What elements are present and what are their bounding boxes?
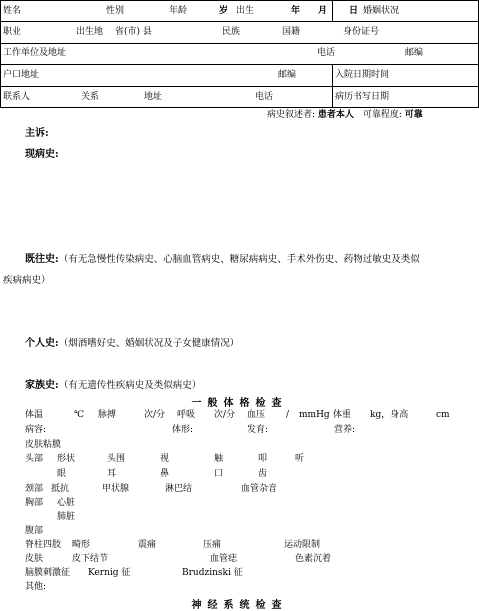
exam-palpate: 触 <box>214 454 224 464</box>
exam-mouth: 口 <box>214 469 224 479</box>
exam-tremor: 震痛 <box>138 540 157 550</box>
form-line-top <box>0 0 479 1</box>
exam-brudzinski-sign: Brudzinski 征 <box>182 568 243 578</box>
exam-lymph: 淋巴结 <box>165 484 193 494</box>
exam-temp-unit: ℃ <box>74 410 85 420</box>
family-history-line <box>25 380 201 392</box>
exam-lung: 肺脏 <box>57 512 76 522</box>
exam-pigmentation: 色素沉着 <box>295 554 332 564</box>
hukou-address-label: 户口地址 <box>3 70 40 80</box>
form-divider-r1 <box>332 0 333 22</box>
exam-vascular-murmur: 血管杂音 <box>241 484 278 494</box>
day-label: 日 <box>349 6 359 16</box>
form-line-1 <box>0 21 479 22</box>
contact-address-label: 地址 <box>144 92 163 102</box>
exam-inspect: 视 <box>160 454 170 464</box>
form-divider-r4 <box>332 64 333 108</box>
exam-other: 其他: <box>25 582 47 592</box>
exam-deformity: 畸形 <box>72 540 91 550</box>
past-history-heading: 既往史: <box>25 254 59 265</box>
neuro-exam-title: 神经系统检查 <box>191 600 288 611</box>
age-label: 年龄 <box>169 6 188 16</box>
exam-tenderness: 压痛 <box>203 540 222 550</box>
exam-weight: 体重 <box>333 410 352 420</box>
personal-history-note: （烟酒嗜好史、婚姻状况及子女健康情况） <box>58 338 240 349</box>
exam-height-unit: cm <box>436 410 450 420</box>
exam-head: 头部 <box>25 454 44 464</box>
form-line-4 <box>0 86 479 87</box>
exam-resp-unit: 次/分 <box>214 410 236 420</box>
work-postcode-label: 邮编 <box>405 48 424 58</box>
chief-complaint-heading: 主诉: <box>25 128 49 139</box>
exam-motion-limit: 运动限制 <box>284 540 321 550</box>
exam-pulse: 脉搏 <box>98 410 117 420</box>
born-label: 出生 <box>236 6 255 16</box>
personal-history-line <box>25 338 239 350</box>
exam-temp: 体温 <box>25 410 44 420</box>
exam-spine-limbs: 脊柱四肢 <box>25 540 62 550</box>
contact-phone-label: 电话 <box>255 92 274 102</box>
exam-ear: 耳 <box>107 469 117 479</box>
exam-chest: 胸部 <box>25 498 44 508</box>
exam-auscultate: 听 <box>295 454 305 464</box>
exam-thyroid: 甲状腺 <box>102 484 130 494</box>
reliability-value: 可靠 <box>404 110 423 120</box>
reliability-label: 可靠程度: <box>362 110 402 120</box>
exam-percuss: 叩 <box>258 454 268 464</box>
contact-label: 联系人 <box>3 92 31 102</box>
past-history-note-cont: 疾病病史） <box>3 275 51 286</box>
sex-label: 性别 <box>106 6 125 16</box>
form-line-left <box>0 0 1 108</box>
marital-label: 婚姻状况 <box>363 6 400 16</box>
exam-resp: 呼吸 <box>177 410 196 420</box>
admit-date-label: 入院日期时间 <box>335 70 390 80</box>
present-illness-heading: 现病史: <box>25 149 59 160</box>
relation-label: 关系 <box>81 92 100 102</box>
exam-head-shape: 形状 <box>57 454 76 464</box>
exam-head-scalp: 头围 <box>107 454 126 464</box>
personal-history-heading: 个人史: <box>25 338 59 349</box>
exam-bp-unit: mmHg <box>299 410 330 420</box>
ethnic-label: 民族 <box>222 27 241 37</box>
exam-bp-slash: / <box>286 410 290 420</box>
exam-skin-mucosa: 皮肤粘膜 <box>25 440 62 450</box>
form-line-2 <box>0 43 479 44</box>
age-unit: 岁 <box>219 6 229 16</box>
physical-exam-title: 一般体格检查 <box>191 398 288 409</box>
birthplace-label: 出生地 <box>76 27 104 37</box>
exam-nose: 鼻 <box>160 469 170 479</box>
id-number-label: 身份证号 <box>343 27 380 37</box>
year-label: 年 <box>291 6 301 16</box>
month-label: 月 <box>318 6 328 16</box>
exam-kernig-sign: Kernig 征 <box>88 568 131 578</box>
nationality-label: 国籍 <box>282 27 301 37</box>
family-history-heading: 家族史: <box>25 380 59 391</box>
narrator-value: 患者本人 <box>317 110 354 120</box>
form-line-3 <box>0 64 479 65</box>
exam-bp: 血压 <box>247 410 266 420</box>
work-phone-label: 电话 <box>317 48 336 58</box>
exam-nutrition: 营养: <box>334 425 356 435</box>
exam-weight-height: kg，身高 <box>370 410 409 420</box>
exam-neck-resist: 抵抗 <box>51 484 70 494</box>
work-address-label: 工作单位及地址 <box>3 48 67 58</box>
exam-appearance: 病容: <box>25 425 47 435</box>
exam-pulse-unit: 次/分 <box>144 410 166 420</box>
form-line-5 <box>0 107 479 108</box>
exam-subcutaneous-nodule: 皮下结节 <box>72 554 109 564</box>
exam-skin: 皮肤 <box>25 554 44 564</box>
narrator-line <box>267 110 423 121</box>
exam-spider-nevus: 血管痣 <box>210 554 238 564</box>
exam-meningeal-sign: 脑膜刺激征 <box>25 568 71 578</box>
exam-neck: 颈部 <box>25 484 44 494</box>
exam-teeth: 齿 <box>258 469 268 479</box>
exam-heart: 心脏 <box>57 498 76 508</box>
exam-eye: 眼 <box>57 469 67 479</box>
past-history-note: （有无急慢性传染病史、心脑血管病史、糖尿病病史、手术外伤史、药物过敏史及类似 <box>58 254 420 265</box>
exam-build: 体形: <box>172 425 194 435</box>
exam-development: 发育: <box>247 425 269 435</box>
province-county-label: 省(市) 县 <box>115 27 152 37</box>
family-history-note: （有无遗传性疾病史及类似病史） <box>58 380 202 391</box>
name-label: 姓名 <box>3 6 22 16</box>
past-history-line <box>25 254 420 266</box>
record-date-label: 病历书写日期 <box>335 92 390 102</box>
narrator-label: 病史叙述者: <box>267 110 316 120</box>
exam-abdomen: 腹部 <box>25 526 44 536</box>
hukou-postcode-label: 邮编 <box>278 70 297 80</box>
job-label: 职业 <box>3 27 22 37</box>
